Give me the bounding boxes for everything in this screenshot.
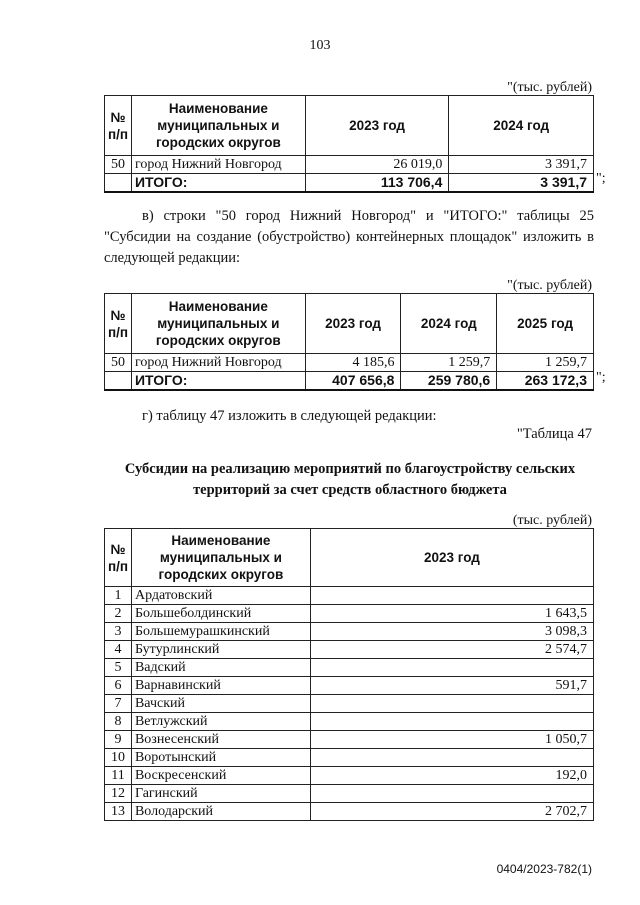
table2-unit: "(тыс. рублей) <box>507 278 592 293</box>
row-value-2023 <box>310 695 593 713</box>
total-value-2024: 259 780,6 <box>401 372 497 391</box>
row-value-2024: 1 259,7 <box>401 354 497 372</box>
row-value-2023: 1 643,5 <box>310 605 593 623</box>
table2-closing-quote: "; <box>596 370 606 385</box>
total-label: ИТОГО: <box>131 372 305 391</box>
row-name: Большемурашкинский <box>131 623 310 641</box>
row-number: 12 <box>105 785 132 803</box>
table3-header-no: № п/п <box>105 529 132 587</box>
row-number: 9 <box>105 731 132 749</box>
row-name: город Нижний Новгород <box>131 354 305 372</box>
page-number: 103 <box>309 38 331 53</box>
row-value-2023: 4 185,6 <box>305 354 401 372</box>
row-name: Гагинский <box>131 785 310 803</box>
table2-header-2024: 2024 год <box>401 294 497 354</box>
row-value-2023: 1 050,7 <box>310 731 593 749</box>
paragraph-v: в) строки "50 город Нижний Новгород" и "ИТОГО:" таблицы 25 "Субсидии на создание (обустройство) контейнерных площадок" изложить в следующей редакции: <box>104 208 594 266</box>
row-number: 5 <box>105 659 132 677</box>
table-row <box>105 713 594 731</box>
row-name: Ветлужский <box>131 713 310 731</box>
row-name: Вознесенский <box>131 731 310 749</box>
total-value-2023: 113 706,4 <box>305 174 449 193</box>
table-row <box>105 156 594 174</box>
table-row <box>105 641 594 659</box>
table-row <box>105 749 594 767</box>
row-name: Володарский <box>131 803 310 821</box>
table-row <box>105 785 594 803</box>
table2-header-2023: 2023 год <box>305 294 401 354</box>
row-number: 10 <box>105 749 132 767</box>
row-number: 2 <box>105 605 132 623</box>
table-row <box>105 605 594 623</box>
table2-header-no: № п/п <box>105 294 132 354</box>
row-number: 7 <box>105 695 132 713</box>
row-number: 3 <box>105 623 132 641</box>
table-row <box>105 677 594 695</box>
document-code: 0404/2023-782(1) <box>496 862 592 876</box>
row-name: Ардатовский <box>131 587 310 605</box>
table1-header-2023: 2023 год <box>305 96 449 156</box>
table2 <box>104 293 594 391</box>
row-value-2023: 192,0 <box>310 767 593 785</box>
row-value-2023: 3 098,3 <box>310 623 593 641</box>
row-number: 13 <box>105 803 132 821</box>
row-value-2025: 1 259,7 <box>497 354 594 372</box>
table1-closing-quote: "; <box>596 171 606 186</box>
table-row <box>105 587 594 605</box>
row-name: город Нижний Новгород <box>131 156 305 174</box>
row-name: Бутурлинский <box>131 641 310 659</box>
row-number: 4 <box>105 641 132 659</box>
table3-unit: (тыс. рублей) <box>512 513 592 528</box>
row-number: 50 <box>105 156 132 174</box>
row-name: Воскресенский <box>131 767 310 785</box>
table-row <box>105 695 594 713</box>
table1-header-2024: 2024 год <box>449 96 594 156</box>
section-title: Субсидии на реализацию мероприятий по благоустройству сельских территорий за счет средств областного бюджета <box>124 461 576 498</box>
total-row <box>105 372 594 391</box>
row-value-2023 <box>310 713 593 731</box>
table1 <box>104 95 594 193</box>
total-row <box>105 174 594 193</box>
row-name: Воротынский <box>131 749 310 767</box>
paragraph-g: г) таблицу 47 изложить в следующей редакции: <box>142 408 437 424</box>
row-value-2023: 2 574,7 <box>310 641 593 659</box>
row-number: 6 <box>105 677 132 695</box>
table-label: "Таблица 47 <box>516 426 592 442</box>
row-value-2023: 26 019,0 <box>305 156 449 174</box>
table2-header-2025: 2025 год <box>497 294 594 354</box>
row-value-2024: 3 391,7 <box>449 156 594 174</box>
table-row <box>105 623 594 641</box>
table-row <box>105 767 594 785</box>
table1-header-no: № п/п <box>105 96 132 156</box>
table1-unit: "(тыс. рублей) <box>507 80 592 95</box>
total-value-2023: 407 656,8 <box>305 372 401 391</box>
total-value-2025: 263 172,3 <box>497 372 594 391</box>
table-row <box>105 354 594 372</box>
table-row <box>105 731 594 749</box>
table3 <box>104 528 594 821</box>
table-row <box>105 803 594 821</box>
row-number: 11 <box>105 767 132 785</box>
row-number: 1 <box>105 587 132 605</box>
table-row <box>105 659 594 677</box>
total-value-2024: 3 391,7 <box>449 174 594 193</box>
row-name: Варнавинский <box>131 677 310 695</box>
row-value-2023 <box>310 749 593 767</box>
row-name: Большеболдинский <box>131 605 310 623</box>
row-name: Вачский <box>131 695 310 713</box>
table3-header-2023: 2023 год <box>310 529 593 587</box>
row-value-2023 <box>310 587 593 605</box>
table3-header-name: Наименование муниципальных и городских округов <box>131 529 310 587</box>
row-value-2023: 591,7 <box>310 677 593 695</box>
row-number: 50 <box>105 354 132 372</box>
row-value-2023 <box>310 659 593 677</box>
row-number: 8 <box>105 713 132 731</box>
row-value-2023 <box>310 785 593 803</box>
total-label: ИТОГО: <box>131 174 305 193</box>
row-value-2023: 2 702,7 <box>310 803 593 821</box>
row-name: Вадский <box>131 659 310 677</box>
table2-header-name: Наименование муниципальных и городских округов <box>131 294 305 354</box>
table1-header-name: Наименование муниципальных и городских округов <box>131 96 305 156</box>
